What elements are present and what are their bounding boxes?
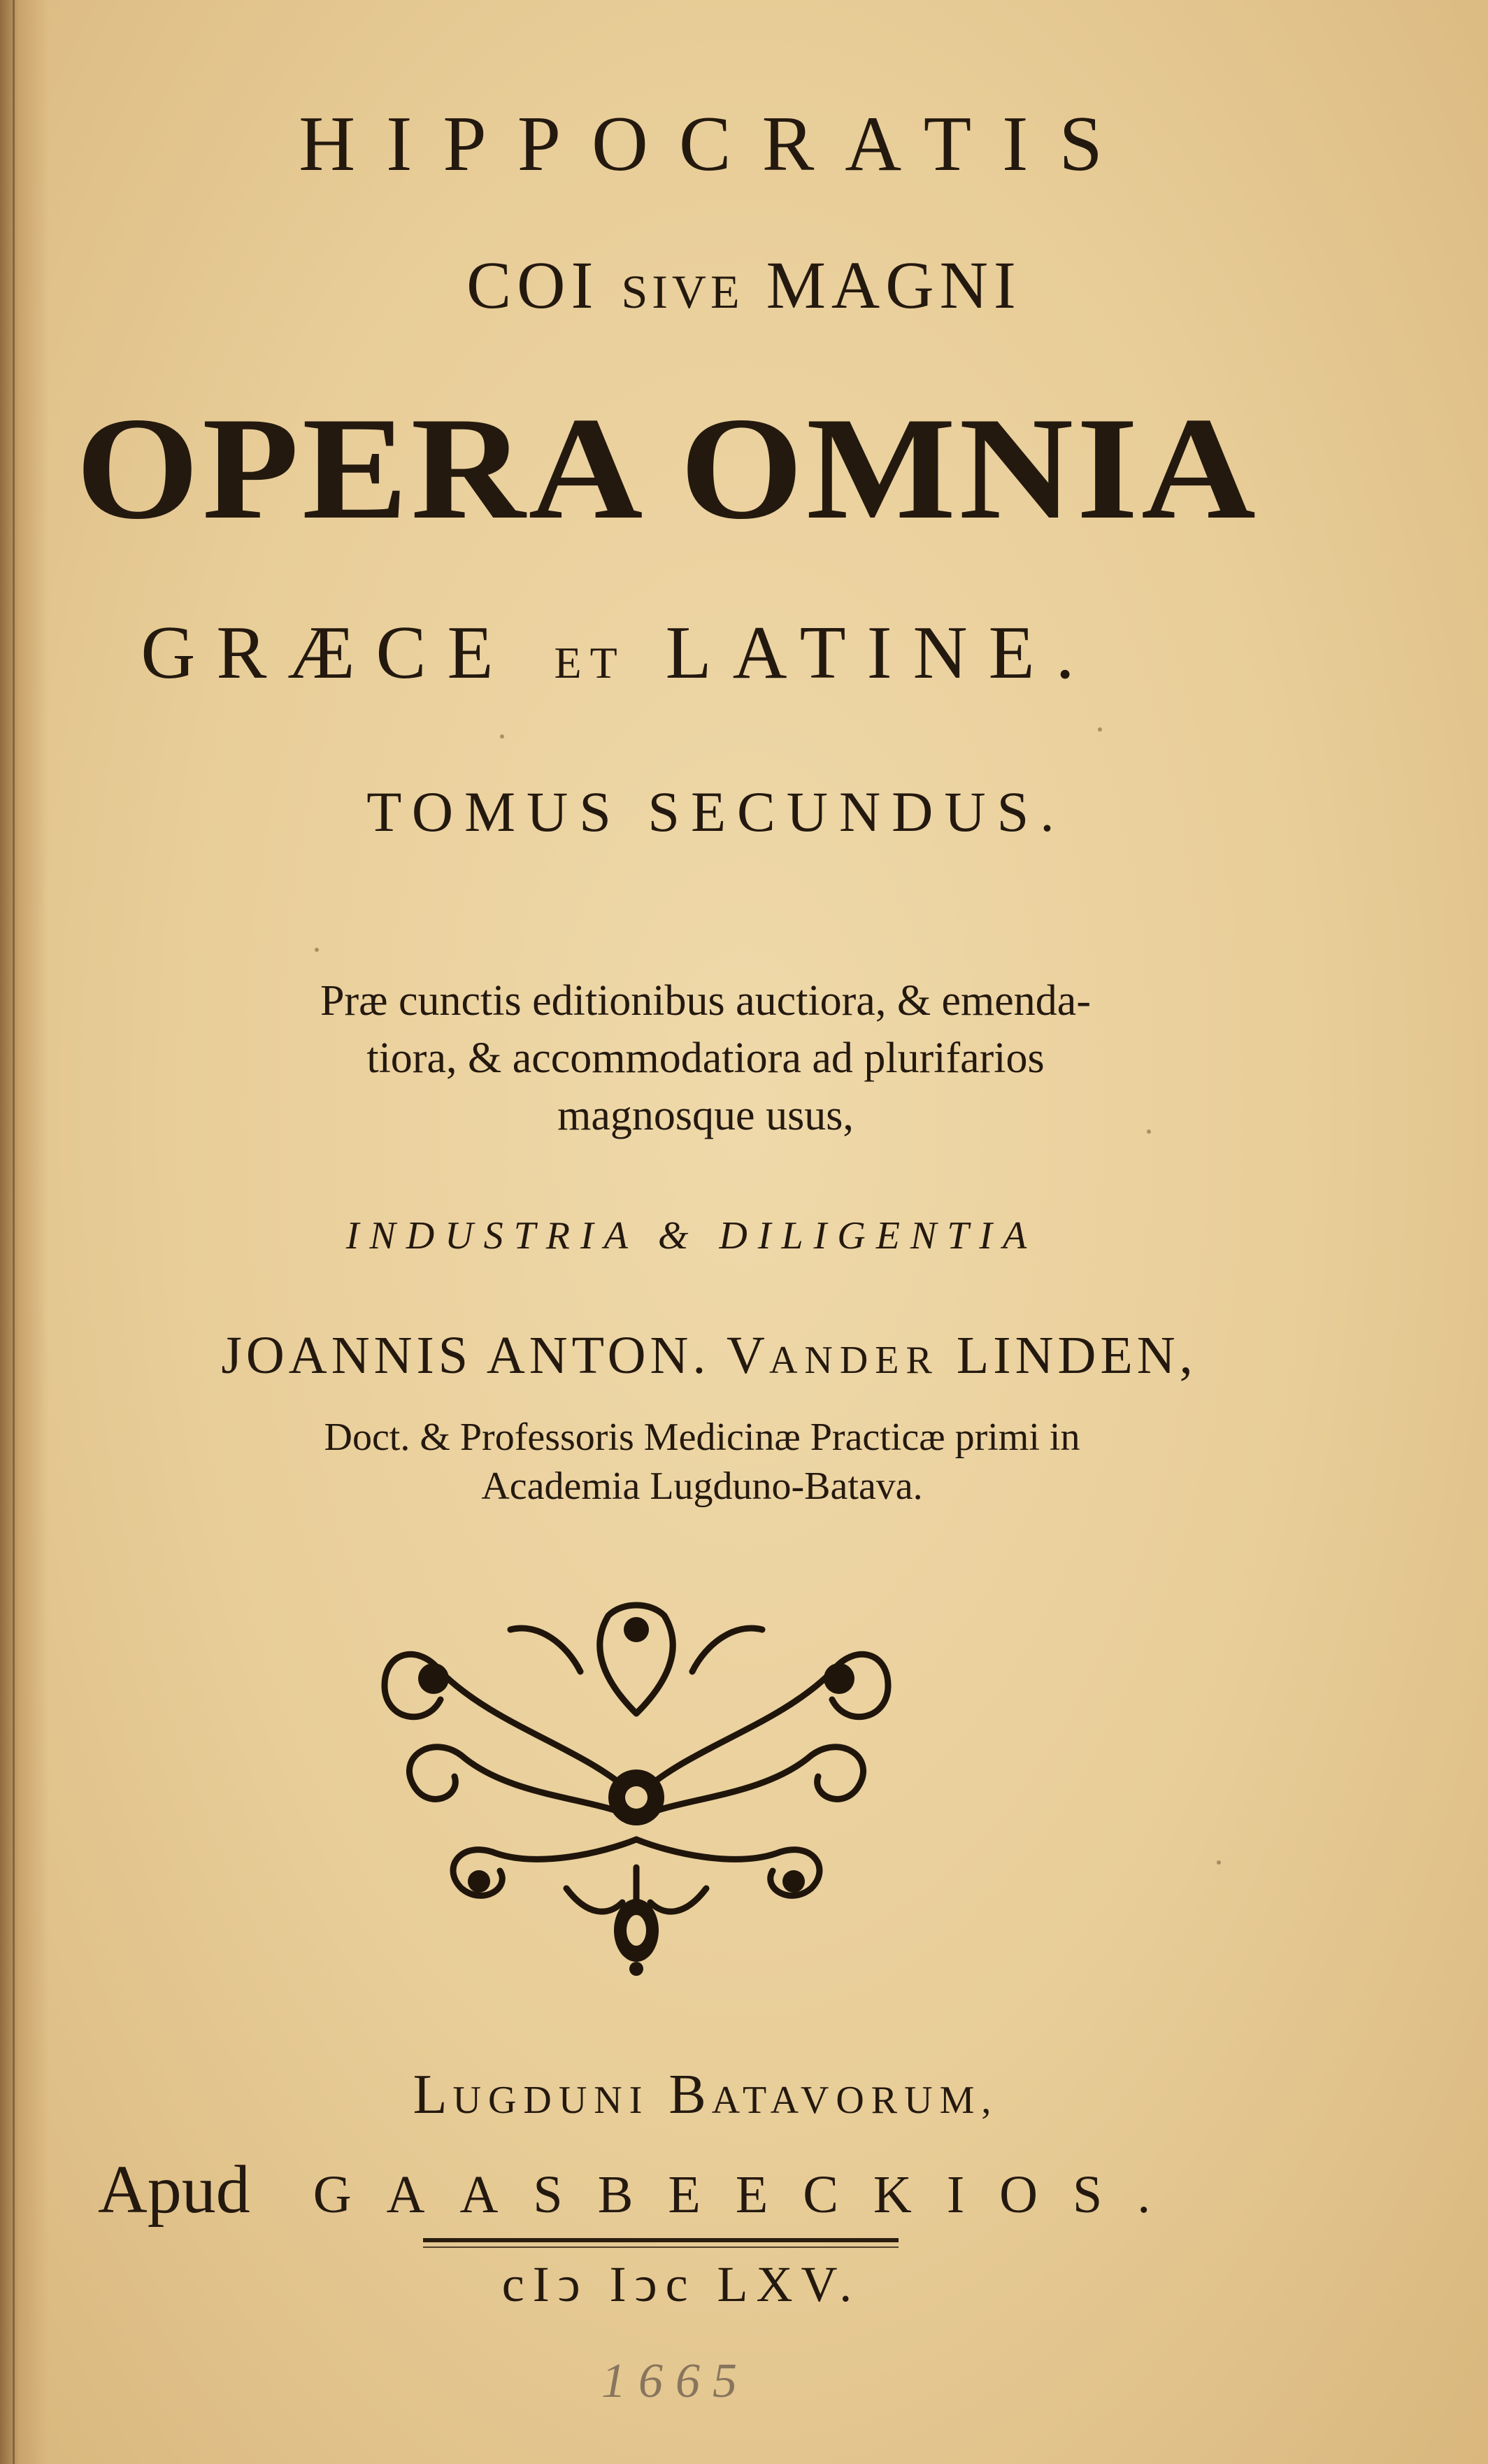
- tomus-secundus-text: TOMUS SECUNDUS.: [366, 780, 1066, 843]
- imprint-rule-thin: [423, 2246, 899, 2248]
- handwritten-year: 1665: [601, 2354, 750, 2408]
- title-hippocratis-text: HIPPOCRATIS: [299, 101, 1133, 187]
- printers-ornament-icon: [357, 1588, 916, 1979]
- date-roman-numeral: cIↄ Iↄc LXV.: [501, 2256, 861, 2312]
- speck: [1217, 1860, 1221, 1865]
- speck: [315, 948, 319, 952]
- description-line-2: tiora, & accommodatiora ad plurifarios: [366, 1034, 1045, 1082]
- description-line-3: magnosque usus,: [557, 1092, 854, 1139]
- title-line-hippocratis: [0, 101, 1488, 187]
- industria-line: [0, 1213, 1488, 1258]
- apud-text: Apud: [98, 2152, 250, 2228]
- title-sive-text: SIVE: [621, 265, 744, 318]
- description-paragraph: [0, 972, 1488, 1144]
- speck: [1098, 727, 1102, 732]
- imprint-rule: [423, 2238, 899, 2242]
- title-line-graece-et-latine: [0, 611, 1488, 695]
- title-magni-text: MAGNI: [766, 248, 1022, 322]
- credentials-line-2: Academia Lugduno-Batava.: [481, 1465, 923, 1508]
- speck: [1147, 1130, 1151, 1134]
- title-line-opera-omnia: [0, 387, 1488, 550]
- imprint-place-line: [0, 2063, 1488, 2127]
- title-line-tomus-secundus: [0, 780, 1488, 843]
- imprint-date: [0, 2256, 1488, 2314]
- author-line: [0, 1325, 1488, 1386]
- author-name-part-1: JOANNIS ANTON. V: [221, 1326, 769, 1385]
- title-line-coi-sive-magni: [0, 248, 1488, 322]
- imprint-place-part-3: B: [649, 2064, 712, 2125]
- description-line-1: Præ cunctis editionibus auctiora, & emenda-: [320, 977, 1091, 1025]
- author-name-part-3: LINDEN,: [938, 1326, 1197, 1385]
- imprint-place-part-1: L: [413, 2064, 453, 2125]
- title-et-text: ET: [554, 638, 626, 688]
- title-coi-text: COI: [466, 248, 599, 322]
- author-name-part-2: ANDER: [768, 1339, 939, 1382]
- imprint-place-part-4: ATAVORUM,: [711, 2079, 999, 2122]
- imprint-place-part-2: UGDUNI: [452, 2079, 650, 2122]
- industria-text: INDUSTRIA & DILIGENTIA: [345, 1214, 1038, 1258]
- credentials-line-1: Doct. & Professoris Medicinæ Practicæ primi in: [324, 1416, 1080, 1459]
- speck: [500, 734, 504, 739]
- author-credentials: [0, 1413, 1488, 1511]
- title-latine-text: LATINE.: [665, 611, 1096, 695]
- title-opera-omnia-text: OPERA OMNIA: [76, 387, 1259, 550]
- publisher-line: [98, 2151, 1185, 2229]
- title-graece-text: GRÆCE: [141, 611, 515, 695]
- publisher-name: GAASBEECKIOS.: [313, 2165, 1186, 2224]
